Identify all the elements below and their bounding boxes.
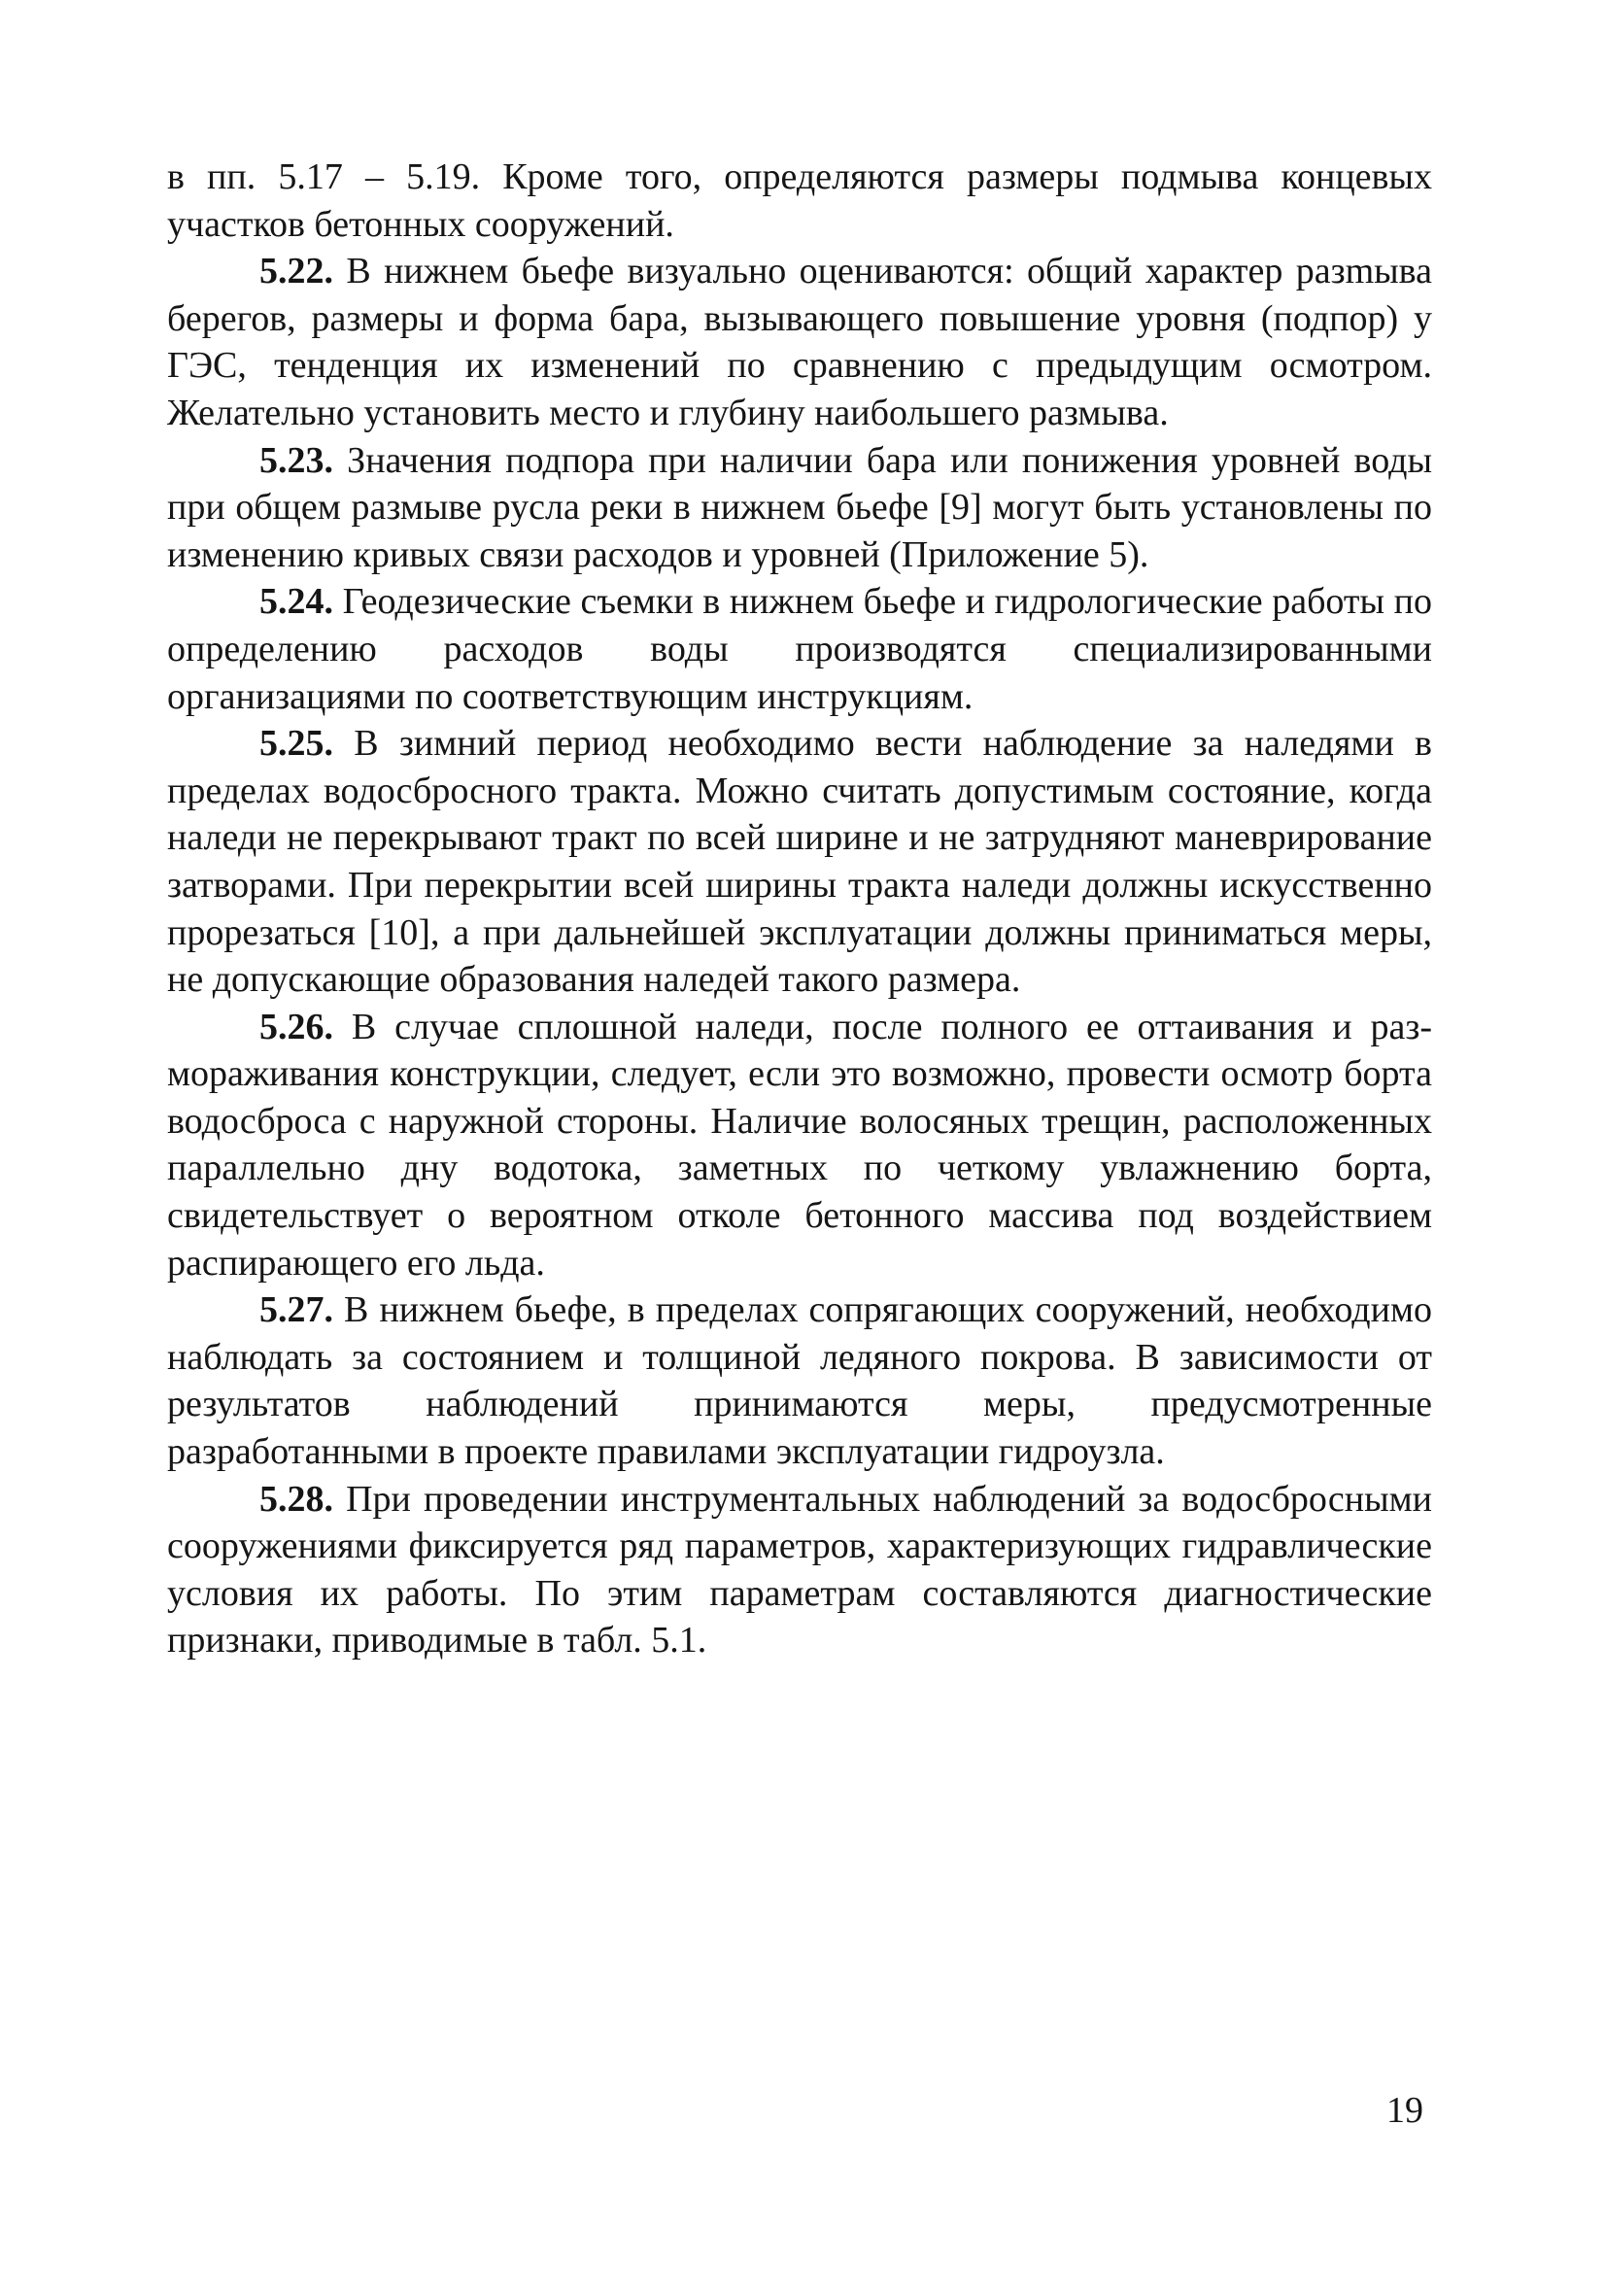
page-number: 19 bbox=[1386, 2090, 1423, 2131]
paragraph-text: В зимний период необходимо вести наблюдение за наледями в пределах водосбросного тракта. Можно считать допустимым состояние, когда наледи не перекрывают тракт по всей ширине и не затрудняют маневрирование затворами. При перекрытии всей ширины тракта наледи должны искусственно прорезаться [10], а при дальнейшей эксплуатации должны приниматься меры, не допускающие образования наледей такого размера. bbox=[167, 723, 1432, 1001]
section-number: 5.22. bbox=[259, 251, 333, 292]
paragraph-text: В нижнем бьефе визуально оцениваются: общий характер разmыва берегов, размеры и форма бара, вызывающего повышение уровня (подпор) у ГЭС, тенденция их изменений по сравнению с предыдущим осмотром. Желательно установить место и глубину наибольшего размыва. bbox=[167, 251, 1432, 433]
paragraph-text: Значения подпора при наличии бара или понижения уровней воды при общем размыве русла реки в нижнем бьефе [9] могут быть установлены по изменению кривых связи расходов и уровней (Приложение 5). bbox=[167, 439, 1432, 575]
paragraph-text: В нижнем бьефе, в пределах сопрягающих сооружений, необходимо наблюдать за состоянием и толщиной ледяного покрова. В зависимости от результатов наблюдений принимаются меры, предусмотренные разработанными в проекте правилами эксплуатации гидроузла. bbox=[167, 1289, 1432, 1473]
paragraph-text: в пп. 5.17 – 5.19. Кроме того, определяются размеры подмыва концевых участков бетонных сооружений. bbox=[167, 156, 1432, 245]
section-5-28 bbox=[167, 1476, 1432, 1664]
section-5-27 bbox=[167, 1286, 1432, 1475]
section-5-23 bbox=[167, 437, 1432, 579]
paragraph-text: В случае сплошной наледи, после полного ее оттаивания и размораживания конструкции, следует, если это возможно, провести осмотр борта водосброса с наружной стороны. Наличие волосяных трещин, расположенных параллельно дну водотока, заметных по четкому увлажнению борта, свидетельствует о вероятном отколе бетонного массива под воздействием распирающего его льда. bbox=[167, 1006, 1432, 1284]
body-text bbox=[167, 154, 1432, 1664]
section-number: 5.26. bbox=[259, 1006, 333, 1047]
paragraph-text: Геодезические съемки в нижнем бьефе и гидрологические работы по определению расходов воды производятся специализированными организациями по соответствующим инструкциям. bbox=[167, 581, 1432, 717]
section-5-25 bbox=[167, 720, 1432, 1004]
paragraph-continuation bbox=[167, 154, 1432, 248]
section-number: 5.25. bbox=[259, 723, 333, 765]
section-5-22 bbox=[167, 248, 1432, 436]
section-number: 5.27. bbox=[259, 1289, 333, 1331]
section-5-24 bbox=[167, 578, 1432, 720]
section-number: 5.28. bbox=[259, 1478, 333, 1520]
section-number: 5.23. bbox=[259, 439, 333, 481]
section-5-26 bbox=[167, 1004, 1432, 1287]
section-number: 5.24. bbox=[259, 581, 333, 623]
paragraph-text: При проведении инструментальных наблюдений за водосбросными сооружениями фиксируется ряд параметров, характеризующих гидравлические условия их работы. По этим параметрам составляются диагностические признаки, приводимые в табл. 5.1. bbox=[167, 1478, 1432, 1662]
